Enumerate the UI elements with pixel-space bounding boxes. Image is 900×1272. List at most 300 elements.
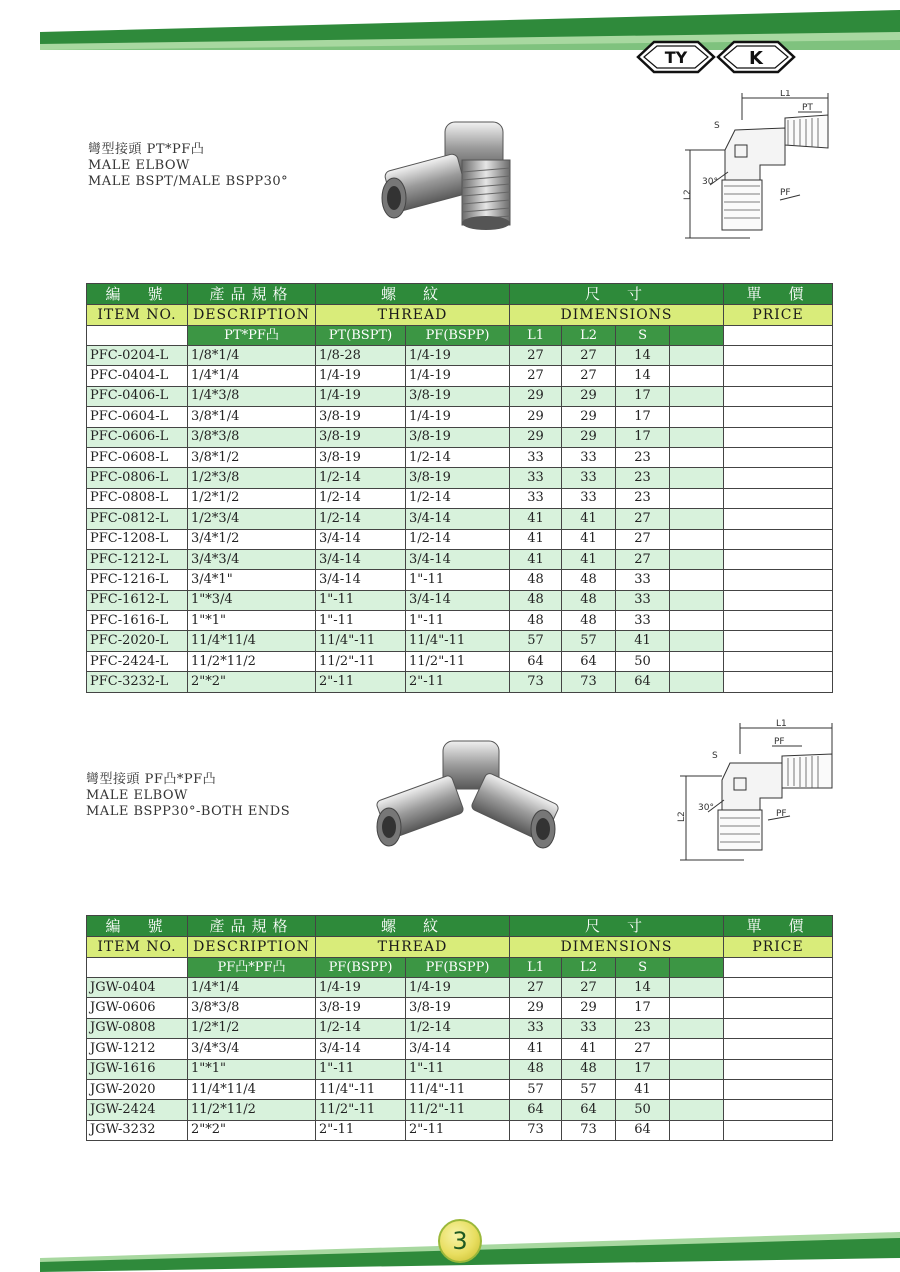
section2-title-zh: 彎型接頭 PF凸*PF凸	[86, 772, 217, 787]
cell-extra	[670, 1120, 724, 1140]
cell-dim-l2: 41	[562, 549, 616, 569]
section1-drawing-s-label: S	[714, 121, 720, 131]
cell-thread-1: 1/4-19	[316, 366, 406, 386]
table-row	[87, 1100, 833, 1120]
section2-drawing-s-label: S	[712, 751, 718, 761]
table-row	[87, 672, 833, 692]
section1-title	[88, 142, 288, 190]
subheader-price-blank	[724, 326, 833, 346]
cell-price	[724, 1079, 833, 1099]
cell-dim-l2: 48	[562, 611, 616, 631]
cell-item-no: PFC-1216-L	[87, 570, 188, 590]
cell-thread-1: 1/2-14	[316, 488, 406, 508]
cell-dim-l2: 48	[562, 570, 616, 590]
cell-price	[724, 509, 833, 529]
cell-price	[724, 1120, 833, 1140]
cell-description: 1"*1"	[188, 1059, 316, 1079]
cell-thread-2: 3/8-19	[406, 998, 510, 1018]
header-price-zh: 單 價	[724, 284, 833, 305]
cell-extra	[670, 611, 724, 631]
cell-description: 11/4*11/4	[188, 631, 316, 651]
section2-subheader-row	[87, 958, 833, 978]
cell-dim-s: 50	[616, 651, 670, 671]
cell-item-no: JGW-0808	[87, 1018, 188, 1038]
cell-thread-2: 1"-11	[406, 570, 510, 590]
cell-dim-s: 64	[616, 1120, 670, 1140]
cell-extra	[670, 1039, 724, 1059]
cell-dim-l1: 64	[510, 651, 562, 671]
cell-thread-2: 11/4"-11	[406, 631, 510, 651]
cell-price	[724, 1039, 833, 1059]
cell-thread-2: 1/2-14	[406, 488, 510, 508]
table-row	[87, 590, 833, 610]
table-row	[87, 366, 833, 386]
subheader-extra	[670, 958, 724, 978]
cell-dim-l1: 48	[510, 611, 562, 631]
header-item-en: ITEM NO.	[87, 305, 188, 326]
header-price-zh: 單 價	[724, 916, 833, 937]
subheader-thread1: PF(BSPP)	[316, 958, 406, 978]
header-item-zh: 編 號	[87, 284, 188, 305]
cell-dim-s: 27	[616, 549, 670, 569]
cell-dim-l2: 29	[562, 407, 616, 427]
cell-description: 1/4*1/4	[188, 978, 316, 998]
cell-dim-s: 27	[616, 509, 670, 529]
cell-extra	[670, 672, 724, 692]
header-item-zh: 編 號	[87, 916, 188, 937]
cell-extra	[670, 1079, 724, 1099]
cell-description: 1/2*1/2	[188, 488, 316, 508]
cell-dim-l1: 29	[510, 427, 562, 447]
cell-price	[724, 631, 833, 651]
cell-thread-1: 1/2-14	[316, 509, 406, 529]
cell-extra	[670, 488, 724, 508]
cell-dim-s: 14	[616, 346, 670, 366]
cell-extra	[670, 549, 724, 569]
subheader-thread2: PF(BSPP)	[406, 326, 510, 346]
cell-dim-l1: 48	[510, 570, 562, 590]
cell-thread-1: 3/8-19	[316, 998, 406, 1018]
header-item-en: ITEM NO.	[87, 937, 188, 958]
cell-dim-s: 27	[616, 529, 670, 549]
cell-description: 11/2*11/2	[188, 651, 316, 671]
section2-drawing-pf-top-label: PF	[774, 737, 785, 747]
subheader-desc: PF凸*PF凸	[188, 958, 316, 978]
company-logos	[636, 40, 796, 74]
cell-description: 3/4*3/4	[188, 1039, 316, 1059]
cell-thread-2: 11/4"-11	[406, 1079, 510, 1099]
table-row	[87, 1079, 833, 1099]
section2-title-en1: MALE ELBOW	[86, 788, 188, 803]
subheader-s: S	[616, 958, 670, 978]
cell-dim-s: 17	[616, 998, 670, 1018]
cell-description: 2"*2"	[188, 1120, 316, 1140]
cell-thread-1: 1/2-14	[316, 468, 406, 488]
cell-thread-1: 3/4-14	[316, 1039, 406, 1059]
table-row	[87, 488, 833, 508]
cell-price	[724, 1018, 833, 1038]
cell-dim-l1: 41	[510, 1039, 562, 1059]
subheader-l1: L1	[510, 958, 562, 978]
cell-dim-l2: 27	[562, 346, 616, 366]
section2-header-row-en	[87, 937, 833, 958]
cell-thread-1: 2"-11	[316, 672, 406, 692]
cell-price	[724, 1059, 833, 1079]
cell-description: 3/4*3/4	[188, 549, 316, 569]
cell-description: 11/4*11/4	[188, 1079, 316, 1099]
cell-extra	[670, 631, 724, 651]
cell-extra	[670, 1059, 724, 1079]
cell-item-no: PFC-1212-L	[87, 549, 188, 569]
cell-dim-l2: 64	[562, 1100, 616, 1120]
cell-dim-l2: 57	[562, 631, 616, 651]
cell-dim-l1: 41	[510, 509, 562, 529]
cell-dim-l1: 41	[510, 549, 562, 569]
cell-thread-2: 11/2"-11	[406, 651, 510, 671]
cell-item-no: PFC-2020-L	[87, 631, 188, 651]
section2-spec-table	[86, 915, 833, 1141]
header-thread-en: THREAD	[316, 937, 510, 958]
cell-thread-2: 1"-11	[406, 1059, 510, 1079]
cell-thread-2: 3/4-14	[406, 509, 510, 529]
cell-dim-s: 64	[616, 672, 670, 692]
cell-thread-1: 1/4-19	[316, 386, 406, 406]
table-row	[87, 631, 833, 651]
table-row	[87, 611, 833, 631]
section1-drawing-pt-label: PT	[802, 103, 813, 113]
cell-item-no: PFC-3232-L	[87, 672, 188, 692]
section2-drawing-pf-bottom-label: PF	[776, 809, 787, 819]
cell-description: 1"*3/4	[188, 590, 316, 610]
section1-technical-drawing	[680, 90, 840, 245]
cell-thread-2: 1"-11	[406, 611, 510, 631]
cell-item-no: PFC-1616-L	[87, 611, 188, 631]
table-row	[87, 978, 833, 998]
section2-title-en2: MALE BSPP30°-BOTH ENDS	[86, 804, 291, 819]
cell-thread-1: 1"-11	[316, 590, 406, 610]
subheader-thread1: PT(BSPT)	[316, 326, 406, 346]
cell-thread-1: 11/2"-11	[316, 1100, 406, 1120]
table-row	[87, 447, 833, 467]
table-row	[87, 570, 833, 590]
cell-thread-1: 1/8-28	[316, 346, 406, 366]
header-price-en: PRICE	[724, 937, 833, 958]
cell-extra	[670, 407, 724, 427]
cell-description: 1/2*3/8	[188, 468, 316, 488]
cell-dim-s: 14	[616, 366, 670, 386]
cell-dim-s: 17	[616, 427, 670, 447]
table-row	[87, 651, 833, 671]
cell-dim-l1: 27	[510, 366, 562, 386]
section2-product-photo	[365, 735, 565, 855]
header-thread-zh: 螺 紋	[316, 916, 510, 937]
cell-description: 1/4*3/8	[188, 386, 316, 406]
table-row	[87, 549, 833, 569]
cell-thread-2: 3/8-19	[406, 427, 510, 447]
cell-dim-l1: 57	[510, 1079, 562, 1099]
cell-dim-l1: 33	[510, 468, 562, 488]
cell-dim-l2: 64	[562, 651, 616, 671]
cell-dim-s: 41	[616, 1079, 670, 1099]
table-row	[87, 407, 833, 427]
header-thread-en: THREAD	[316, 305, 510, 326]
cell-price	[724, 346, 833, 366]
header-desc-en: DESCRIPTION	[188, 937, 316, 958]
subheader-extra	[670, 326, 724, 346]
section2-drawing-l2-label: L2	[677, 811, 687, 822]
section1-product-photo	[370, 110, 545, 235]
cell-thread-1: 3/8-19	[316, 447, 406, 467]
cell-thread-1: 1/2-14	[316, 1018, 406, 1038]
table-row	[87, 1120, 833, 1140]
cell-dim-l1: 41	[510, 529, 562, 549]
cell-description: 1/4*1/4	[188, 366, 316, 386]
cell-price	[724, 488, 833, 508]
header-dim-zh: 尺 寸	[510, 284, 724, 305]
cell-dim-l2: 29	[562, 998, 616, 1018]
table-row	[87, 427, 833, 447]
cell-price	[724, 427, 833, 447]
cell-dim-l2: 73	[562, 672, 616, 692]
cell-extra	[670, 427, 724, 447]
cell-description: 1/2*3/4	[188, 509, 316, 529]
cell-thread-1: 1"-11	[316, 1059, 406, 1079]
cell-thread-1: 1"-11	[316, 611, 406, 631]
cell-price	[724, 672, 833, 692]
cell-dim-l2: 41	[562, 509, 616, 529]
cell-thread-2: 3/8-19	[406, 386, 510, 406]
cell-extra	[670, 1018, 724, 1038]
cell-thread-1: 2"-11	[316, 1120, 406, 1140]
cell-dim-l1: 33	[510, 1018, 562, 1038]
cell-extra	[670, 1100, 724, 1120]
subheader-l2: L2	[562, 958, 616, 978]
cell-description: 11/2*11/2	[188, 1100, 316, 1120]
cell-price	[724, 407, 833, 427]
cell-thread-1: 3/8-19	[316, 407, 406, 427]
page-number: 3	[438, 1219, 482, 1263]
section1-title-en1: MALE ELBOW	[88, 158, 190, 173]
section2-table-body	[87, 978, 833, 1141]
subheader-desc: PT*PF凸	[188, 326, 316, 346]
cell-thread-1: 3/4-14	[316, 549, 406, 569]
subheader-s: S	[616, 326, 670, 346]
cell-description: 1/2*1/2	[188, 1018, 316, 1038]
cell-dim-s: 17	[616, 407, 670, 427]
cell-item-no: PFC-0606-L	[87, 427, 188, 447]
cell-item-no: PFC-0812-L	[87, 509, 188, 529]
section1-header-row-zh	[87, 284, 833, 305]
cell-dim-l1: 27	[510, 346, 562, 366]
cell-item-no: PFC-1612-L	[87, 590, 188, 610]
cell-item-no: JGW-2020	[87, 1079, 188, 1099]
cell-item-no: PFC-0806-L	[87, 468, 188, 488]
cell-dim-l2: 57	[562, 1079, 616, 1099]
cell-dim-l1: 73	[510, 1120, 562, 1140]
cell-thread-2: 3/4-14	[406, 549, 510, 569]
cell-thread-2: 3/8-19	[406, 468, 510, 488]
subheader-price-blank	[724, 958, 833, 978]
section1-spec-table	[86, 283, 833, 693]
cell-description: 3/4*1"	[188, 570, 316, 590]
cell-description: 3/8*1/2	[188, 447, 316, 467]
section2-header-row-zh	[87, 916, 833, 937]
section1-title-zh: 彎型接頭 PT*PF凸	[88, 142, 205, 157]
cell-dim-l1: 33	[510, 488, 562, 508]
cell-item-no: PFC-0404-L	[87, 366, 188, 386]
section1-drawing-pf-label: PF	[780, 188, 791, 198]
section1-drawing-angle-label: 30°	[702, 177, 718, 187]
cell-dim-l2: 48	[562, 590, 616, 610]
header-price-en: PRICE	[724, 305, 833, 326]
cell-price	[724, 549, 833, 569]
header-desc-en: DESCRIPTION	[188, 305, 316, 326]
cell-thread-1: 11/2"-11	[316, 651, 406, 671]
cell-dim-s: 41	[616, 631, 670, 651]
cell-dim-s: 33	[616, 570, 670, 590]
cell-thread-2: 1/4-19	[406, 407, 510, 427]
cell-dim-l2: 29	[562, 386, 616, 406]
header-desc-zh: 產品規格	[188, 284, 316, 305]
cell-description: 3/8*3/8	[188, 427, 316, 447]
table-row	[87, 529, 833, 549]
cell-thread-2: 2"-11	[406, 672, 510, 692]
section2-title	[86, 772, 290, 820]
cell-item-no: JGW-1616	[87, 1059, 188, 1079]
cell-item-no: PFC-2424-L	[87, 651, 188, 671]
cell-dim-l1: 33	[510, 447, 562, 467]
section2-drawing-angle-label: 30°	[698, 803, 714, 813]
cell-price	[724, 1100, 833, 1120]
cell-item-no: JGW-0606	[87, 998, 188, 1018]
table-row	[87, 1039, 833, 1059]
cell-thread-1: 11/4"-11	[316, 1079, 406, 1099]
cell-dim-l1: 27	[510, 978, 562, 998]
cell-thread-1: 3/8-19	[316, 427, 406, 447]
cell-price	[724, 447, 833, 467]
section2-technical-drawing	[672, 718, 842, 868]
cell-extra	[670, 509, 724, 529]
cell-dim-s: 17	[616, 1059, 670, 1079]
cell-thread-2: 2"-11	[406, 1120, 510, 1140]
section1-drawing-l1-label: L1	[780, 90, 791, 99]
table-row	[87, 346, 833, 366]
cell-dim-l1: 57	[510, 631, 562, 651]
cell-dim-l2: 27	[562, 978, 616, 998]
cell-price	[724, 570, 833, 590]
section1-header-row-en	[87, 305, 833, 326]
cell-item-no: JGW-0404	[87, 978, 188, 998]
cell-dim-s: 23	[616, 468, 670, 488]
cell-dim-l1: 29	[510, 407, 562, 427]
cell-extra	[670, 998, 724, 1018]
cell-dim-s: 27	[616, 1039, 670, 1059]
cell-price	[724, 611, 833, 631]
cell-extra	[670, 529, 724, 549]
logo-ty-text: TY	[664, 48, 688, 67]
header-dim-en: DIMENSIONS	[510, 305, 724, 326]
cell-thread-2: 1/2-14	[406, 447, 510, 467]
cell-dim-l1: 64	[510, 1100, 562, 1120]
cell-dim-l1: 48	[510, 1059, 562, 1079]
cell-item-no: PFC-0608-L	[87, 447, 188, 467]
cell-extra	[670, 570, 724, 590]
cell-thread-2: 1/4-19	[406, 978, 510, 998]
cell-dim-l2: 33	[562, 447, 616, 467]
cell-extra	[670, 590, 724, 610]
table-row	[87, 386, 833, 406]
cell-dim-s: 50	[616, 1100, 670, 1120]
cell-extra	[670, 978, 724, 998]
cell-description: 3/4*1/2	[188, 529, 316, 549]
table-row	[87, 1018, 833, 1038]
cell-dim-l2: 41	[562, 1039, 616, 1059]
section1-subheader-row	[87, 326, 833, 346]
cell-extra	[670, 386, 724, 406]
cell-dim-l1: 48	[510, 590, 562, 610]
subheader-l2: L2	[562, 326, 616, 346]
cell-item-no: JGW-3232	[87, 1120, 188, 1140]
cell-dim-s: 33	[616, 611, 670, 631]
cell-extra	[670, 366, 724, 386]
cell-description: 3/8*3/8	[188, 998, 316, 1018]
section1-table-body	[87, 346, 833, 693]
cell-price	[724, 590, 833, 610]
cell-thread-1: 11/4"-11	[316, 631, 406, 651]
cell-thread-1: 3/4-14	[316, 529, 406, 549]
cell-dim-l1: 73	[510, 672, 562, 692]
cell-dim-s: 17	[616, 386, 670, 406]
cell-thread-2: 3/4-14	[406, 1039, 510, 1059]
subheader-l1: L1	[510, 326, 562, 346]
cell-extra	[670, 447, 724, 467]
cell-dim-l2: 73	[562, 1120, 616, 1140]
section1-title-en2: MALE BSPT/MALE BSPP30°	[88, 174, 289, 189]
cell-thread-2: 3/4-14	[406, 590, 510, 610]
cell-price	[724, 651, 833, 671]
table-row	[87, 998, 833, 1018]
section2-drawing-l1-label: L1	[776, 719, 787, 729]
cell-extra	[670, 468, 724, 488]
cell-dim-s: 23	[616, 1018, 670, 1038]
cell-item-no: JGW-2424	[87, 1100, 188, 1120]
cell-item-no: PFC-0808-L	[87, 488, 188, 508]
cell-item-no: PFC-0604-L	[87, 407, 188, 427]
cell-dim-l1: 29	[510, 998, 562, 1018]
cell-thread-1: 3/4-14	[316, 570, 406, 590]
cell-dim-l2: 33	[562, 1018, 616, 1038]
cell-thread-2: 11/2"-11	[406, 1100, 510, 1120]
cell-price	[724, 978, 833, 998]
header-thread-zh: 螺 紋	[316, 284, 510, 305]
cell-dim-l2: 29	[562, 427, 616, 447]
table-row	[87, 468, 833, 488]
cell-extra	[670, 651, 724, 671]
cell-description: 2"*2"	[188, 672, 316, 692]
cell-thread-2: 1/4-19	[406, 366, 510, 386]
cell-dim-l2: 33	[562, 468, 616, 488]
cell-thread-2: 1/2-14	[406, 1018, 510, 1038]
subheader-blank	[87, 326, 188, 346]
table-row	[87, 509, 833, 529]
cell-dim-l2: 33	[562, 488, 616, 508]
header-dim-en: DIMENSIONS	[510, 937, 724, 958]
subheader-blank	[87, 958, 188, 978]
cell-price	[724, 366, 833, 386]
table-row	[87, 1059, 833, 1079]
cell-item-no: JGW-1212	[87, 1039, 188, 1059]
cell-dim-s: 23	[616, 447, 670, 467]
